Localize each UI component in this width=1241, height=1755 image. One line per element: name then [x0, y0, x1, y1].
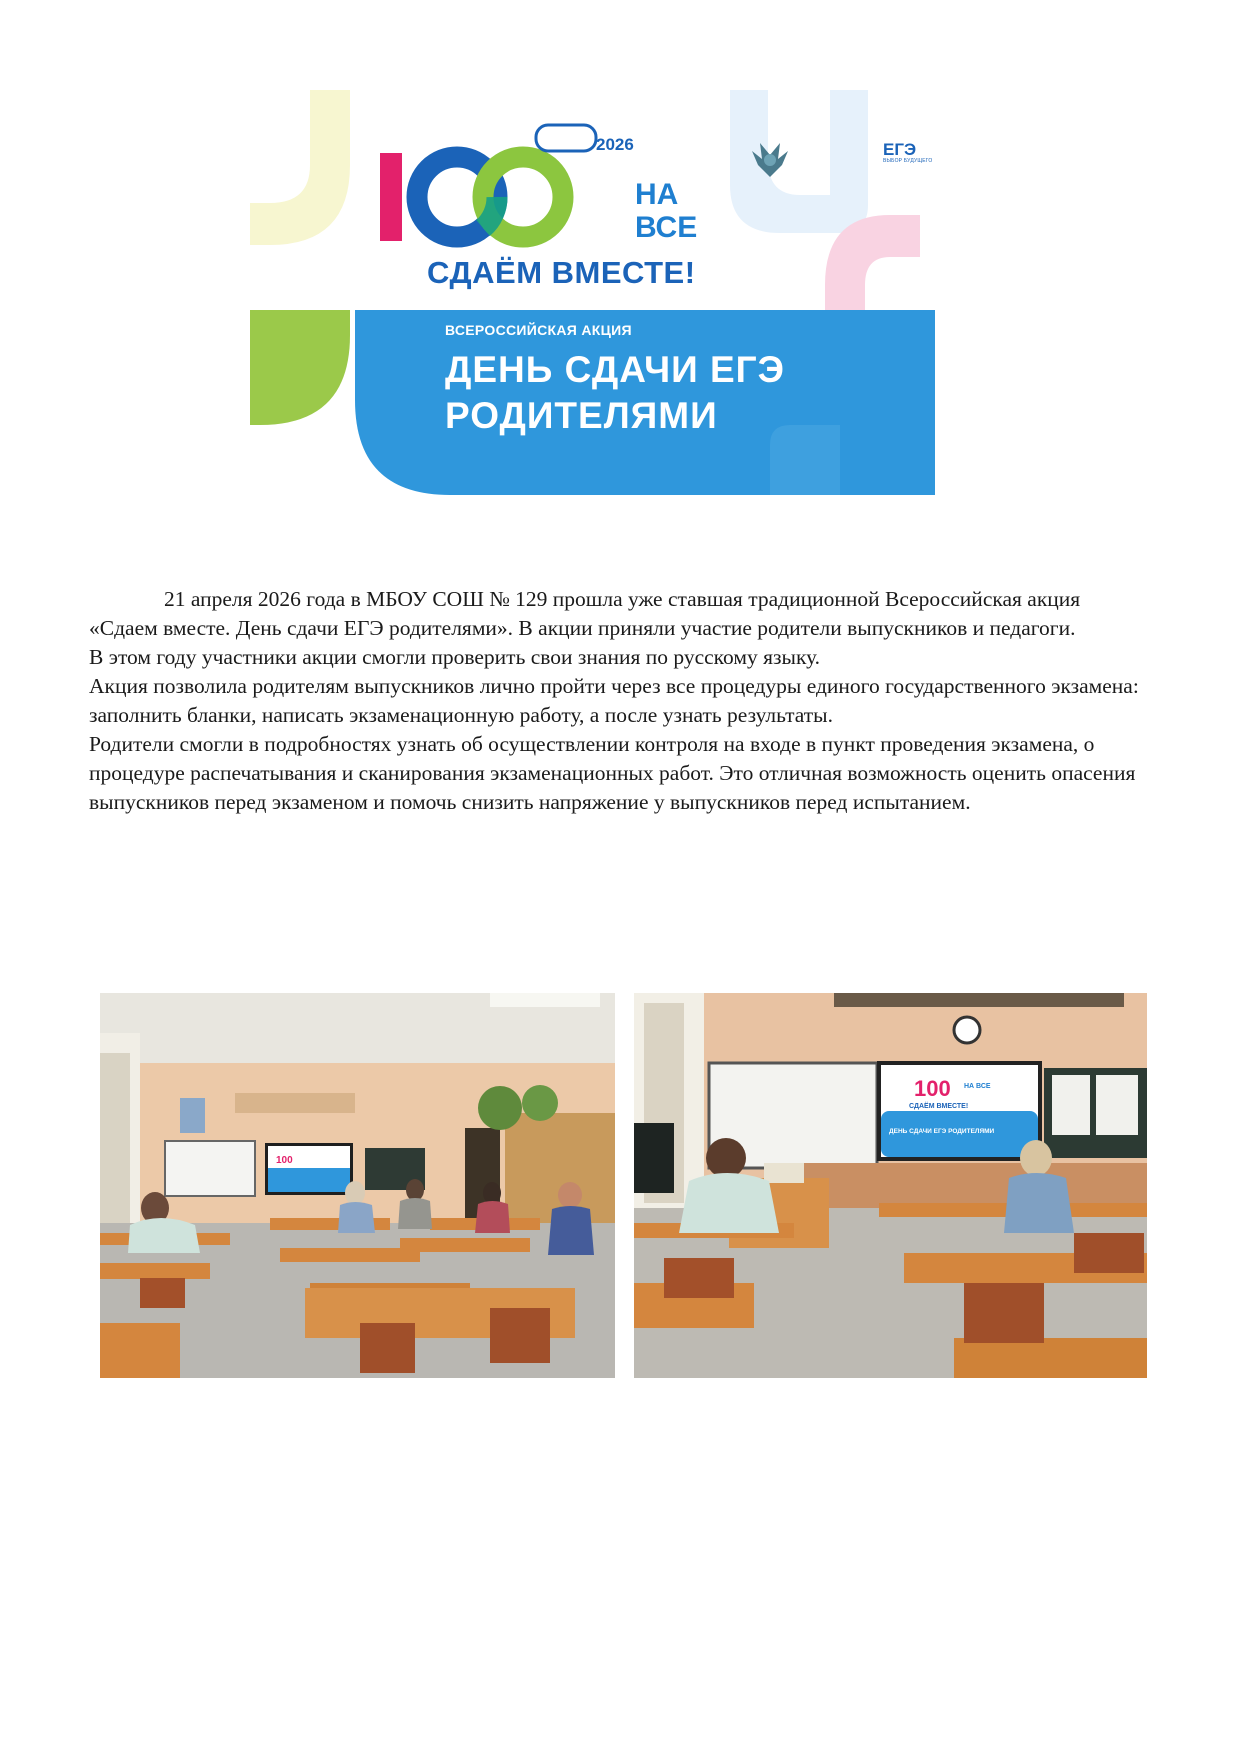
ege-logo	[883, 140, 932, 164]
ege-logo-text: ЕГЭ	[883, 140, 917, 159]
banner-slogan: СДАЁМ ВМЕСТЕ!	[427, 255, 696, 290]
na-vse-label: НА ВСЕ	[635, 178, 698, 244]
classroom-photo-icon	[634, 993, 1147, 1378]
ege-logo-tagline: ВЫБОР БУДУЩЕГО	[883, 158, 933, 164]
article-paragraph: В этом году участники акции смогли проверить свои знания по русскому языку.	[89, 645, 821, 669]
screen-title: ДЕНЬ СДАЧИ ЕГЭ РОДИТЕЛЯМИ	[889, 1128, 995, 1135]
classroom-photo-right	[634, 993, 1147, 1378]
article-body	[89, 585, 1154, 817]
screen-logo-text: 100	[276, 1155, 293, 1166]
banner-title: ДЕНЬ СДАЧИ ЕГЭ РОДИТЕЛЯМИ	[445, 349, 785, 436]
banner-subtitle: ВСЕРОССИЙСКАЯ АКЦИЯ	[445, 322, 632, 338]
article-paragraph: 21 апреля 2026 года в МБОУ СОШ № 129 прошла уже ставшая традиционной Всероссийская акция «Сдаем вместе. День сдачи ЕГЭ родителями». В акции приняли участие родители выпускников и педагоги.	[89, 587, 1081, 640]
year-badge: 2026	[596, 135, 634, 154]
article-paragraph: Акция позволила родителям выпускников лично пройти через все процедуры единого государственного экзамена: заполнить бланки, написать экзаменационную работу, а после узнать результаты.	[89, 674, 1139, 727]
classroom-photo-icon	[100, 993, 615, 1378]
action-banner	[240, 85, 990, 505]
screen-slogan: СДАЁМ ВМЕСТЕ!	[909, 1103, 969, 1110]
classroom-photo-left	[100, 993, 615, 1378]
screen-logo-number: 100	[914, 1076, 951, 1101]
screen-na-vse: НА ВСЕ	[964, 1083, 991, 1090]
article-paragraph: Родители смогли в подробностях узнать об осуществлении контроля на входе в пункт проведения экзамена, о процедуре распечатывания и сканирования экзаменационных работ. Это отличная возможность оценить опасения выпускников перед экзаменом и помочь снизить напряжение у выпускников перед испытанием.	[89, 732, 1136, 814]
